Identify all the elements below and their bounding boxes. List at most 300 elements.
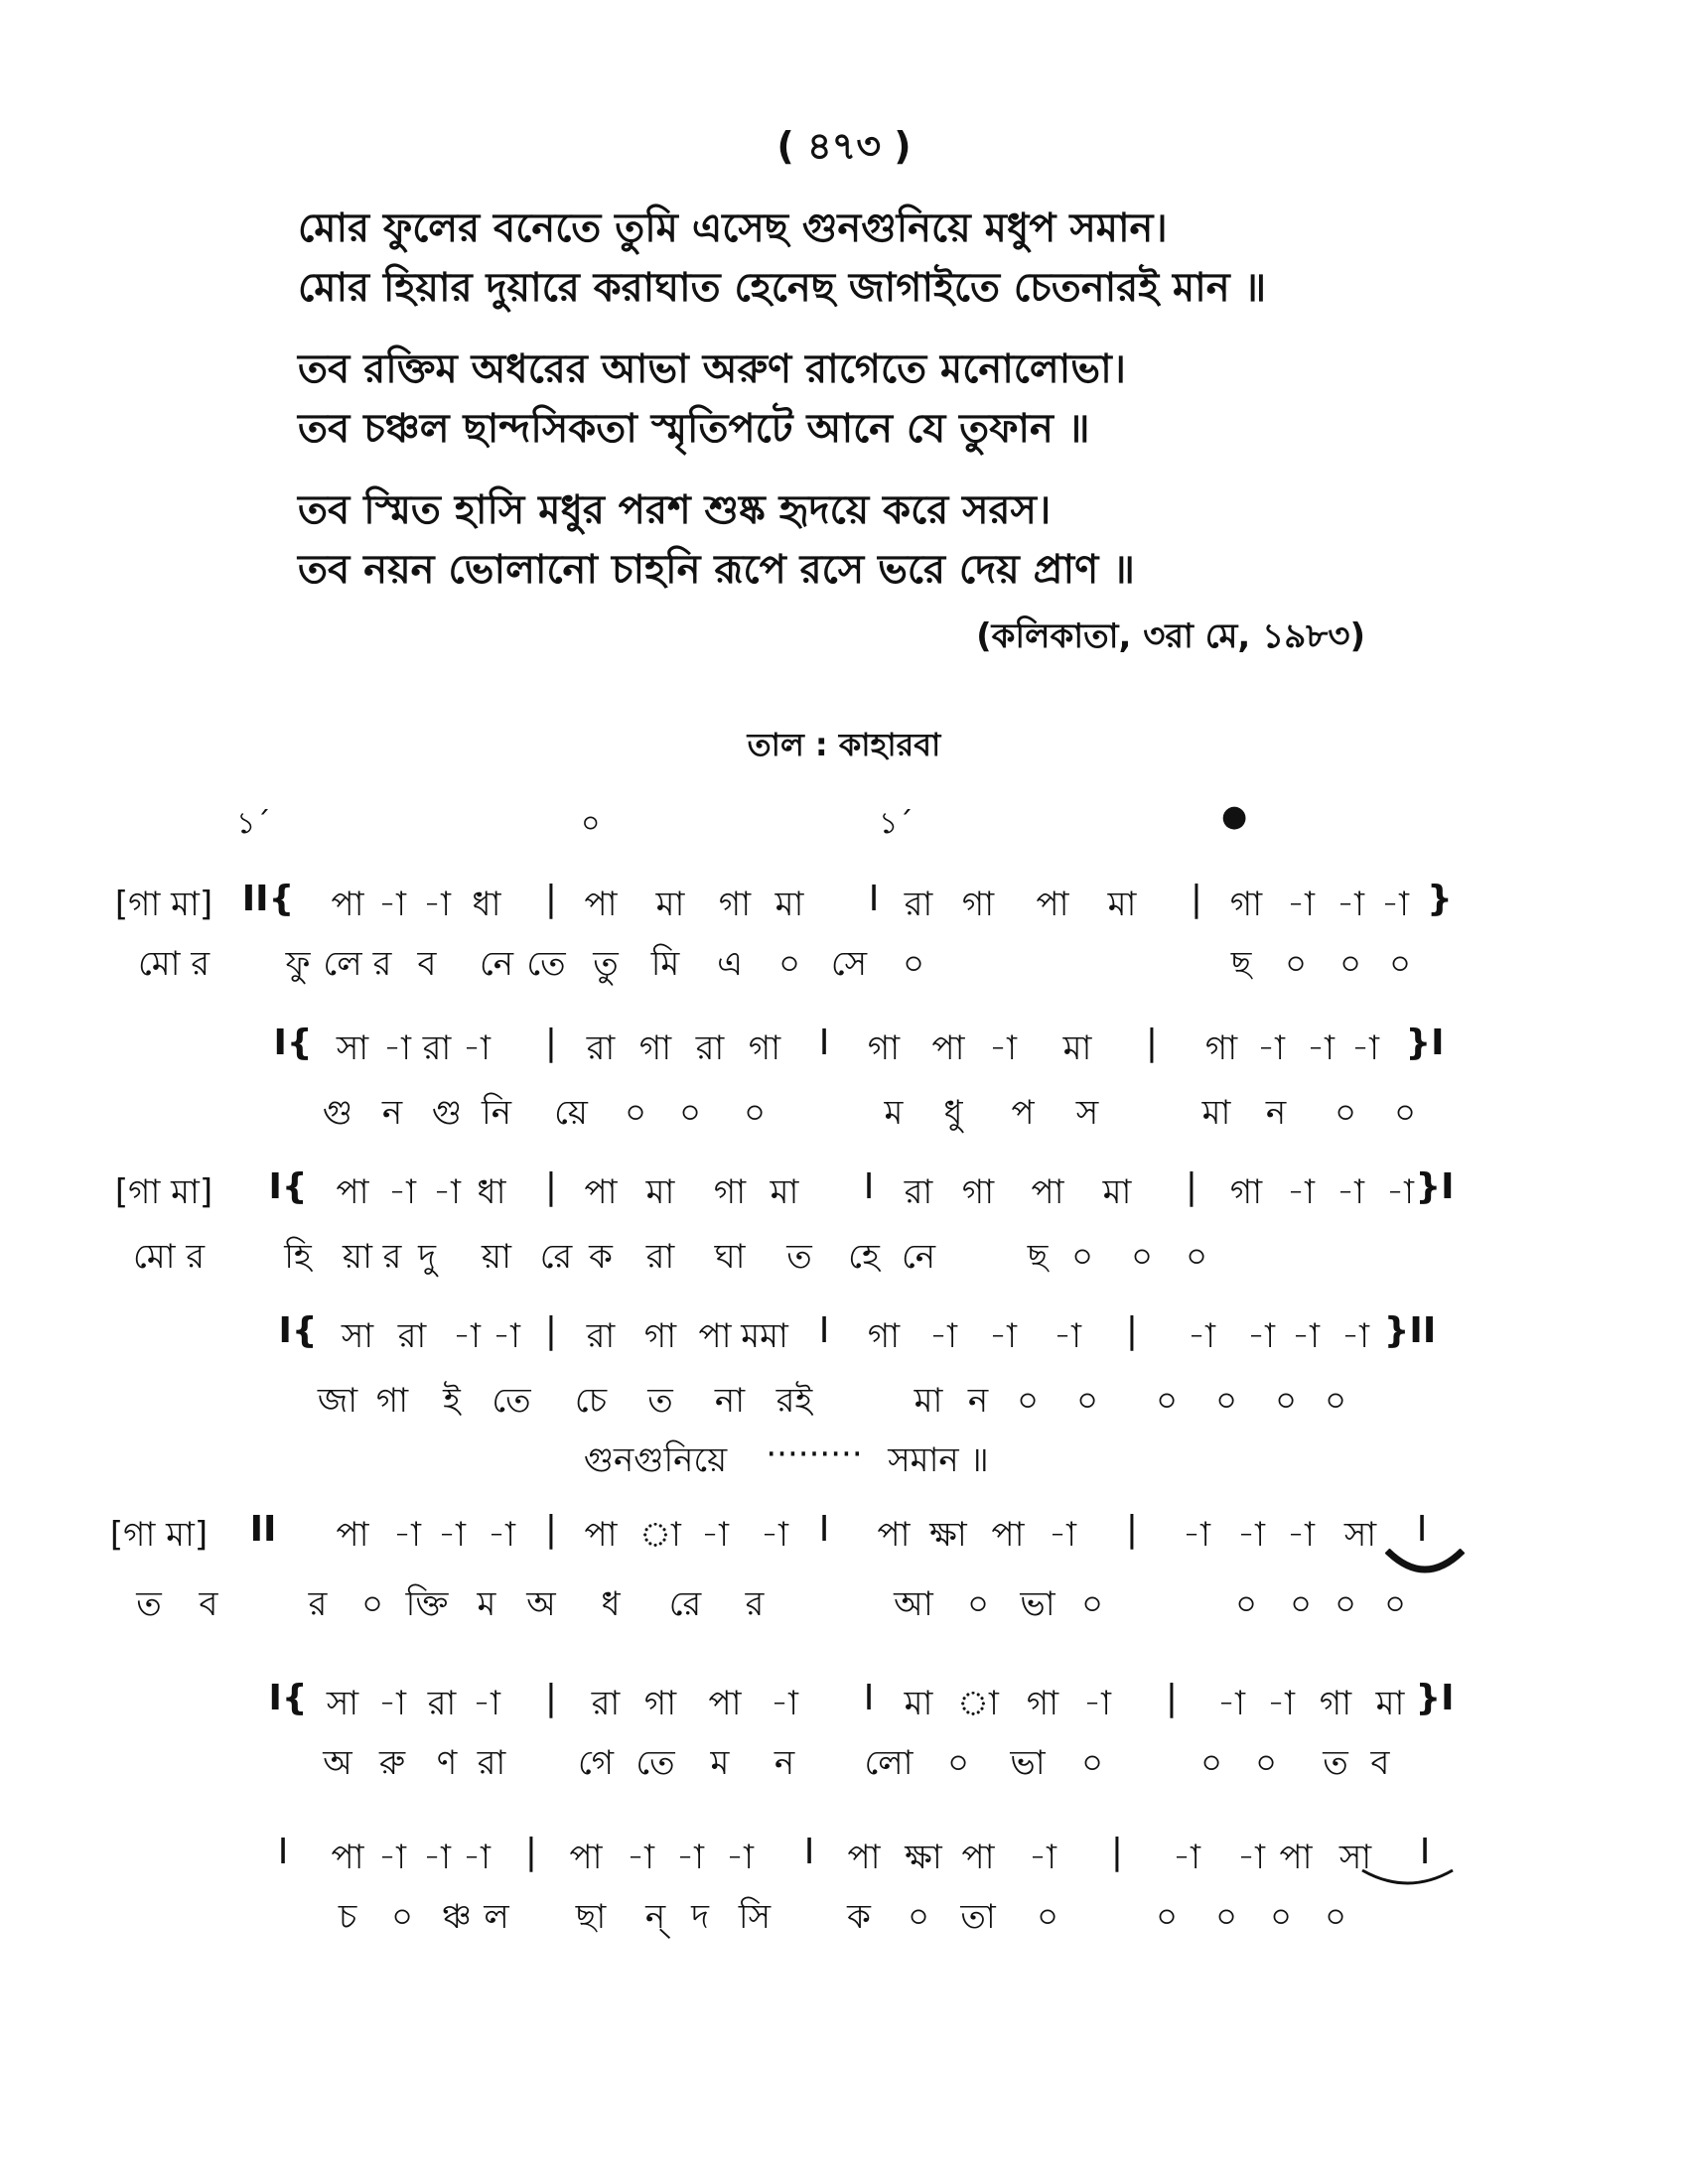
- lyric-syllable: মো র: [132, 1237, 206, 1277]
- lyric-syllable: ত: [647, 1381, 673, 1421]
- swara-note: পা: [991, 1515, 1025, 1555]
- bar-line: I: [818, 1023, 830, 1063]
- swara-note: -া: [423, 885, 451, 924]
- swara-note: -া: [473, 1684, 500, 1723]
- lyric-syllable: ন: [967, 1381, 989, 1421]
- swara-note: া: [639, 1515, 681, 1555]
- lyric-syllable: গে: [577, 1743, 615, 1783]
- swara-note: -া: [1336, 1172, 1364, 1212]
- swara-note: -া: [423, 1838, 451, 1877]
- swara-note: -া: [1237, 1838, 1265, 1877]
- lyric-syllable: ০: [1036, 1897, 1059, 1937]
- swara-note: -া: [492, 1316, 520, 1356]
- swara-note: -া: [726, 1838, 754, 1877]
- repeat-marker: I{: [268, 1166, 308, 1207]
- swara-note: -া: [1336, 885, 1364, 924]
- lyric-syllable: রা: [645, 1237, 675, 1277]
- swara-note: মা: [655, 885, 685, 924]
- swara-note: ·········: [766, 1434, 863, 1474]
- lyric-syllable: র: [372, 944, 392, 984]
- swara-row: [0, 1678, 1688, 1723]
- lyric-syllable: না: [714, 1381, 746, 1421]
- lyric-syllable: ০: [1214, 1897, 1238, 1937]
- swara-row: [0, 1023, 1688, 1068]
- swara-note: -া: [378, 1684, 406, 1723]
- lyric-syllable: তে: [526, 944, 566, 984]
- swara-note: পা: [331, 1838, 364, 1877]
- lyric-syllable: স: [1075, 1093, 1099, 1133]
- lyric-syllable: ০: [1289, 1584, 1313, 1624]
- lyric-syllable: ০: [1070, 1237, 1094, 1277]
- lyric-syllable: ঘা: [714, 1237, 746, 1277]
- lyric-syllable: ০: [1254, 1743, 1278, 1783]
- swara-note: পা: [336, 1172, 369, 1212]
- swara-note: -া: [393, 1515, 421, 1555]
- lyric-syllable: রে: [539, 1237, 573, 1277]
- swara-note: মমা: [741, 1316, 788, 1356]
- swara-note: -া: [1247, 1316, 1275, 1356]
- lyric-syllable: ০: [1338, 944, 1362, 984]
- swara-note: গা: [643, 1316, 677, 1356]
- lyric-syllable: ০: [1393, 1093, 1417, 1133]
- lyric-syllable: ০: [1155, 1897, 1179, 1937]
- lyric-syllable: ত: [136, 1584, 162, 1624]
- swara-note: গা: [867, 1028, 901, 1068]
- lyric-syllable: য়া: [482, 1237, 511, 1277]
- swara-note: রা: [591, 1684, 621, 1723]
- swara-note: পা: [698, 1316, 732, 1356]
- swara-note: -া: [378, 1838, 406, 1877]
- swara-note: পা: [847, 1838, 881, 1877]
- swara-note: -া: [989, 1028, 1017, 1068]
- lyric-syllable: তা: [960, 1897, 996, 1937]
- beat-markers: [0, 799, 1688, 839]
- swara-note: গা: [638, 1028, 672, 1068]
- lyric-syllable: ০: [1199, 1743, 1223, 1783]
- lyric-syllable: নে: [901, 1237, 936, 1277]
- lyric-syllable: ন: [1265, 1093, 1287, 1133]
- swara-note: গা: [1229, 885, 1263, 924]
- beat-divider: |: [1125, 1509, 1139, 1550]
- swara-note: রা: [422, 1028, 452, 1068]
- taal-heading: তাল : কাহারবা: [747, 726, 941, 763]
- swara-note: গা: [1026, 1684, 1059, 1723]
- swara-note: ক্ষা: [929, 1515, 967, 1555]
- lyric-syllable-row: [0, 1087, 1688, 1133]
- lyric-syllable: গু: [431, 1093, 463, 1133]
- lyric-syllable: সে: [830, 944, 868, 984]
- stanza: [298, 199, 1440, 318]
- lyric-syllable: ০: [1324, 1381, 1347, 1421]
- lyric-syllable: ০: [1324, 1897, 1347, 1937]
- swara-note: -া: [488, 1515, 515, 1555]
- lyric-syllable: গা: [375, 1381, 409, 1421]
- lyric-syllable: ফু: [285, 944, 311, 984]
- swara-note: -া: [1183, 1515, 1210, 1555]
- swara-note: ধা: [477, 1172, 506, 1212]
- swara-note: মা: [1062, 1028, 1092, 1068]
- swara-note: মা: [1102, 1172, 1132, 1212]
- swara-note: সমান ॥: [888, 1440, 989, 1480]
- swara-note: -া: [1267, 1684, 1295, 1723]
- beat-divider: |: [1185, 1166, 1198, 1207]
- lyric-syllable: রু: [378, 1743, 406, 1783]
- swara-note: সা: [1343, 1515, 1377, 1555]
- lyric-syllable-row: [0, 1737, 1688, 1783]
- lyric-syllable: চ: [338, 1897, 357, 1937]
- beat-divider: |: [544, 879, 558, 919]
- lyric-syllable: ম: [710, 1743, 730, 1783]
- prefix-swara: [গা মা]: [114, 885, 213, 924]
- lyric-syllable-row: [0, 1375, 1688, 1421]
- repeat-marker: II{: [241, 879, 295, 919]
- swara-note: -া: [701, 1515, 729, 1555]
- stanza: [298, 480, 1440, 600]
- swara-note: পা: [1031, 1172, 1064, 1212]
- swara-note: মা: [774, 885, 804, 924]
- lyric-syllable: আ: [894, 1584, 933, 1624]
- lyric-syllable: ম: [884, 1093, 904, 1133]
- swara-note: গা: [748, 1028, 781, 1068]
- beat-divider: |: [1190, 879, 1203, 919]
- lyric-syllable: নি: [481, 1093, 512, 1133]
- swara-note: গা: [718, 885, 752, 924]
- beat-divider: |: [544, 1023, 558, 1063]
- swara-note: -া: [1188, 1316, 1215, 1356]
- prefix-swara: [গা মা]: [109, 1515, 209, 1555]
- swara-note: রা: [904, 885, 933, 924]
- lyric-syllable: ছা: [575, 1897, 607, 1937]
- swara-note: -া: [1287, 1172, 1315, 1212]
- beat-divider: |: [544, 1509, 558, 1550]
- lyric-syllable: য়া: [343, 1237, 372, 1277]
- beat-divider: |: [544, 1166, 558, 1207]
- lyric-syllable: হি: [284, 1237, 312, 1277]
- lyric-syllable: ০: [1155, 1381, 1179, 1421]
- lyric-syllable: ধ: [601, 1584, 621, 1624]
- lyric-syllable: রই: [775, 1381, 813, 1421]
- bar-line: I: [868, 879, 880, 919]
- swara-note: পা: [569, 1838, 603, 1877]
- beat-divider: |: [524, 1832, 538, 1872]
- swara-row: [0, 1166, 1688, 1212]
- lyric-syllable: র: [382, 1237, 402, 1277]
- lyric-syllable: ০: [360, 1584, 384, 1624]
- date-place-line: (কলিকাতা, ৩রা মে, ১৯৮৩): [976, 616, 1365, 656]
- swara-note: ধা: [472, 885, 501, 924]
- swara-note: রা: [397, 1316, 427, 1356]
- swara-note: গা: [1319, 1684, 1352, 1723]
- bar-line: I: [1416, 1509, 1428, 1550]
- lyric-syllable: তে: [492, 1381, 531, 1421]
- lyric-syllable: দু: [418, 1237, 436, 1277]
- repeat-marker: }I: [1415, 1166, 1455, 1207]
- swara-note: সা: [326, 1684, 359, 1723]
- swara-note: রা: [586, 1028, 616, 1068]
- beat-marker: ১´: [879, 806, 914, 841]
- lyric-syllable: অ: [526, 1584, 556, 1624]
- repeat-marker: }: [1427, 879, 1453, 919]
- bar-line: I: [277, 1832, 289, 1872]
- swara-note: সা: [341, 1316, 374, 1356]
- bar-line: I: [1419, 1832, 1431, 1872]
- lyric-syllable: সি: [738, 1897, 772, 1937]
- swara-note: মা: [904, 1684, 933, 1723]
- lyric-syllable: ভা: [1020, 1584, 1055, 1624]
- lyric-syllable: ০: [1185, 1237, 1208, 1277]
- lyric-syllable: গু: [322, 1093, 353, 1133]
- lyric-syllable: ন্: [644, 1897, 666, 1937]
- swara-note: পা: [584, 1515, 618, 1555]
- lyric-syllable: ক: [589, 1237, 613, 1277]
- swara-note: -া: [1173, 1838, 1200, 1877]
- lyric-line: তব চঞ্চল ছান্দসিকতা স্মৃতিপটে আনে যে তুফান ॥: [298, 406, 1090, 452]
- lyric-syllable: ব: [199, 1584, 218, 1624]
- lyric-syllable: ছ: [1230, 944, 1252, 984]
- swara-note: গা: [961, 1172, 995, 1212]
- lyric-syllable-row: [0, 1891, 1688, 1937]
- lyric-syllable: রা: [477, 1743, 506, 1783]
- swara-note: -া: [627, 1838, 654, 1877]
- prefix-swara: [গা মা]: [114, 1172, 213, 1212]
- lyric-syllable: য়ে: [554, 1093, 588, 1133]
- swara-note: গা: [961, 885, 995, 924]
- swara-note: রা: [904, 1172, 933, 1212]
- lyric-syllable: ই: [443, 1381, 461, 1421]
- swara-note: -া: [1287, 885, 1315, 924]
- repeat-marker: II: [249, 1509, 277, 1550]
- lyric-syllable: ০: [907, 1897, 930, 1937]
- lyric-syllable: ০: [1234, 1584, 1258, 1624]
- swara-note: গা: [713, 1172, 747, 1212]
- lyric-syllable: ০: [1388, 944, 1412, 984]
- swara-note: গা: [643, 1684, 677, 1723]
- lyric-syllable: ধু: [943, 1093, 963, 1133]
- lyric-syllable: ০: [902, 944, 925, 984]
- swara-note: পা: [1279, 1838, 1313, 1877]
- beat-divider: |: [544, 1678, 558, 1718]
- stanza: [298, 340, 1440, 459]
- beat-marker: ১´: [236, 806, 271, 841]
- swara-note: গা: [1229, 1172, 1263, 1212]
- swara-note: -া: [1257, 1028, 1285, 1068]
- swara-row: [0, 1310, 1688, 1356]
- swara-note: পা: [584, 1172, 618, 1212]
- swara-note: গা: [867, 1316, 901, 1356]
- swara-note: -া: [1054, 1316, 1081, 1356]
- lyric-syllable-row: [0, 1578, 1688, 1624]
- lyric-syllable: ব: [1370, 1743, 1390, 1783]
- lyric-syllable: মা: [914, 1381, 943, 1421]
- swara-note: া: [957, 1684, 999, 1723]
- lyric-syllable: ক্তি: [405, 1584, 449, 1624]
- bar-line: I: [803, 1832, 815, 1872]
- lyric-syllable: র: [745, 1584, 765, 1624]
- swara-note: মা: [1375, 1684, 1405, 1723]
- swara-note: -া: [378, 885, 406, 924]
- lyric-syllable: দ: [691, 1897, 709, 1937]
- lyric-syllable: ণ: [436, 1743, 458, 1783]
- lyric-syllable: ল: [484, 1897, 509, 1937]
- meend-arc: [1360, 1868, 1455, 1888]
- swara-note: -া: [383, 1028, 411, 1068]
- lyric-syllable: ০: [624, 1093, 647, 1133]
- repeat-marker: }I: [1415, 1678, 1455, 1718]
- page-number: ( ৪৭৩ ): [776, 124, 912, 168]
- swara-note: পা: [708, 1684, 742, 1723]
- swara-note: সা: [336, 1028, 369, 1068]
- swara-note: পা: [584, 885, 618, 924]
- swara-note: -া: [1287, 1515, 1315, 1555]
- lyric-syllable: ০: [1269, 1897, 1293, 1937]
- repeat-marker: I{: [273, 1023, 313, 1063]
- lyric-line: মোর ফুলের বনেতে তুমি এসেছ গুনগুনিয়ে মধুপ সমান।: [298, 205, 1168, 251]
- lyric-syllable: ০: [1284, 944, 1308, 984]
- lyric-syllable: ০: [390, 1897, 414, 1937]
- swara-note: -া: [438, 1515, 466, 1555]
- swara-note: -া: [1237, 1515, 1265, 1555]
- beat-divider: |: [1125, 1310, 1139, 1351]
- lyric-syllable-row: [0, 938, 1688, 984]
- lyric-syllable: তু: [593, 944, 619, 984]
- swara-row: [0, 879, 1688, 924]
- lyric-syllable: ০: [1016, 1381, 1040, 1421]
- bar-line: I: [818, 1509, 830, 1550]
- beat-divider: |: [1165, 1678, 1179, 1718]
- bar-line: I: [863, 1166, 875, 1207]
- lyric-syllable: ব: [417, 944, 437, 984]
- lyric-line: মোর হিয়ার দুয়ারে করাঘাত হেনেছ জাগাইতে চেতনারই মান ॥: [298, 265, 1267, 311]
- swara-note: পা: [931, 1028, 965, 1068]
- lyric-syllable: ০: [1080, 1584, 1104, 1624]
- lyric-syllable: ০: [1080, 1743, 1104, 1783]
- swara-note: -া: [1381, 885, 1409, 924]
- meend-arc: [1385, 1549, 1465, 1574]
- swara-note: -া: [1217, 1684, 1245, 1723]
- swara-note: -া: [1341, 1316, 1369, 1356]
- swara-note: -া: [463, 1028, 491, 1068]
- lyric-syllable: ভা: [1010, 1743, 1046, 1783]
- swara-note: রা: [586, 1316, 616, 1356]
- swara-note: পা: [1036, 885, 1069, 924]
- swara-note: -া: [1307, 1028, 1335, 1068]
- swara-note: -া: [989, 1316, 1017, 1356]
- beat-marker: ●: [1221, 799, 1248, 834]
- repeat-marker: I{: [268, 1678, 308, 1718]
- lyric-line: তব স্মিত হাসি মধুর পরশ শুষ্ক হৃদয়ে করে সরস।: [298, 487, 1052, 533]
- swara-note: সা: [1338, 1838, 1372, 1877]
- swara-note: রা: [427, 1684, 457, 1723]
- lyric-syllable: লো: [864, 1743, 914, 1783]
- lyric-syllable: ০: [743, 1093, 767, 1133]
- lyric-syllable: ০: [1383, 1584, 1407, 1624]
- beat-divider: |: [544, 1310, 558, 1351]
- lyric-syllable: ০: [946, 1743, 970, 1783]
- bar-line: I: [818, 1310, 830, 1351]
- beat-divider: |: [1110, 1832, 1124, 1872]
- swara-note: পা: [877, 1515, 911, 1555]
- swara-note: -া: [1292, 1316, 1320, 1356]
- lyric-syllable: ০: [1075, 1381, 1099, 1421]
- repeat-marker: I{: [278, 1310, 318, 1351]
- lyric-syllable: জা: [317, 1381, 358, 1421]
- lyric-syllable: ন: [774, 1743, 795, 1783]
- lyric-syllable: লে: [323, 944, 362, 984]
- lyrics-block: [298, 199, 1440, 621]
- swara-note: মা: [645, 1172, 675, 1212]
- lyric-syllable: ত: [1323, 1743, 1348, 1783]
- lyric-syllable: চে: [574, 1381, 608, 1421]
- beat-divider: |: [1145, 1023, 1159, 1063]
- swara-row: [0, 1434, 1688, 1480]
- lyric-line: তব রক্তিম অধরের আভা অরুণ রাগেতে মনোলোভা।: [298, 346, 1126, 392]
- lyric-line: তব নয়ন ভোলানো চাহনি রূপে রসে ভরে দেয় প্রাণ ॥: [298, 547, 1135, 593]
- repeat-marker: }II: [1383, 1310, 1437, 1351]
- swara-note: মা: [770, 1172, 799, 1212]
- swara-note: -া: [433, 1172, 461, 1212]
- lyric-syllable: র: [308, 1584, 328, 1624]
- swara-note: -া: [929, 1316, 957, 1356]
- swara-note: -া: [1029, 1838, 1056, 1877]
- swara-note: -া: [676, 1838, 704, 1877]
- swara-note: -া: [1049, 1515, 1076, 1555]
- lyric-syllable: তে: [635, 1743, 675, 1783]
- lyric-syllable: নে: [479, 944, 514, 984]
- swara-note: -া: [1386, 1172, 1414, 1212]
- swara-note: গা: [1204, 1028, 1238, 1068]
- lyric-syllable: মো র: [137, 944, 211, 984]
- lyric-syllable: ০: [777, 944, 801, 984]
- beat-marker: ০: [581, 806, 601, 841]
- swara-note: পা: [961, 1838, 995, 1877]
- swara-note: গুনগুনিয়ে: [583, 1440, 728, 1480]
- repeat-marker: }I: [1405, 1023, 1445, 1063]
- lyric-syllable: ত: [786, 1237, 812, 1277]
- swara-note: -া: [1351, 1028, 1379, 1068]
- swara-note: -া: [761, 1515, 788, 1555]
- swara-note: -া: [388, 1172, 416, 1212]
- lyric-syllable: ০: [966, 1584, 990, 1624]
- swara-note: -া: [771, 1684, 798, 1723]
- swara-note: মা: [1107, 885, 1137, 924]
- lyric-syllable-row: [0, 1231, 1688, 1277]
- lyric-syllable: ০: [1214, 1381, 1238, 1421]
- lyric-syllable: অ: [323, 1743, 352, 1783]
- swara-note: -া: [453, 1316, 481, 1356]
- lyric-syllable: রে: [668, 1584, 702, 1624]
- lyric-syllable: ম: [477, 1584, 496, 1624]
- lyric-syllable: ন: [381, 1093, 403, 1133]
- bar-line: I: [863, 1678, 875, 1718]
- swara-note: পা: [331, 885, 364, 924]
- lyric-syllable: ক: [847, 1897, 871, 1937]
- lyric-syllable: ছ: [1027, 1237, 1049, 1277]
- lyric-syllable: ০: [1334, 1584, 1357, 1624]
- swara-note: ক্ষা: [905, 1838, 942, 1877]
- lyric-syllable: মা: [1201, 1093, 1231, 1133]
- swara-note: রা: [695, 1028, 725, 1068]
- swara-note: -া: [463, 1838, 491, 1877]
- lyric-syllable: ০: [1334, 1093, 1357, 1133]
- lyric-syllable: এ: [717, 944, 743, 984]
- lyric-syllable: প: [1011, 1093, 1035, 1133]
- lyric-syllable: ০: [1130, 1237, 1154, 1277]
- lyric-syllable: হে: [848, 1237, 880, 1277]
- swara-note: -া: [1083, 1684, 1111, 1723]
- lyric-syllable: মি: [650, 944, 680, 984]
- swara-note: পা: [336, 1515, 369, 1555]
- lyric-syllable: ঞ্চ: [442, 1897, 472, 1937]
